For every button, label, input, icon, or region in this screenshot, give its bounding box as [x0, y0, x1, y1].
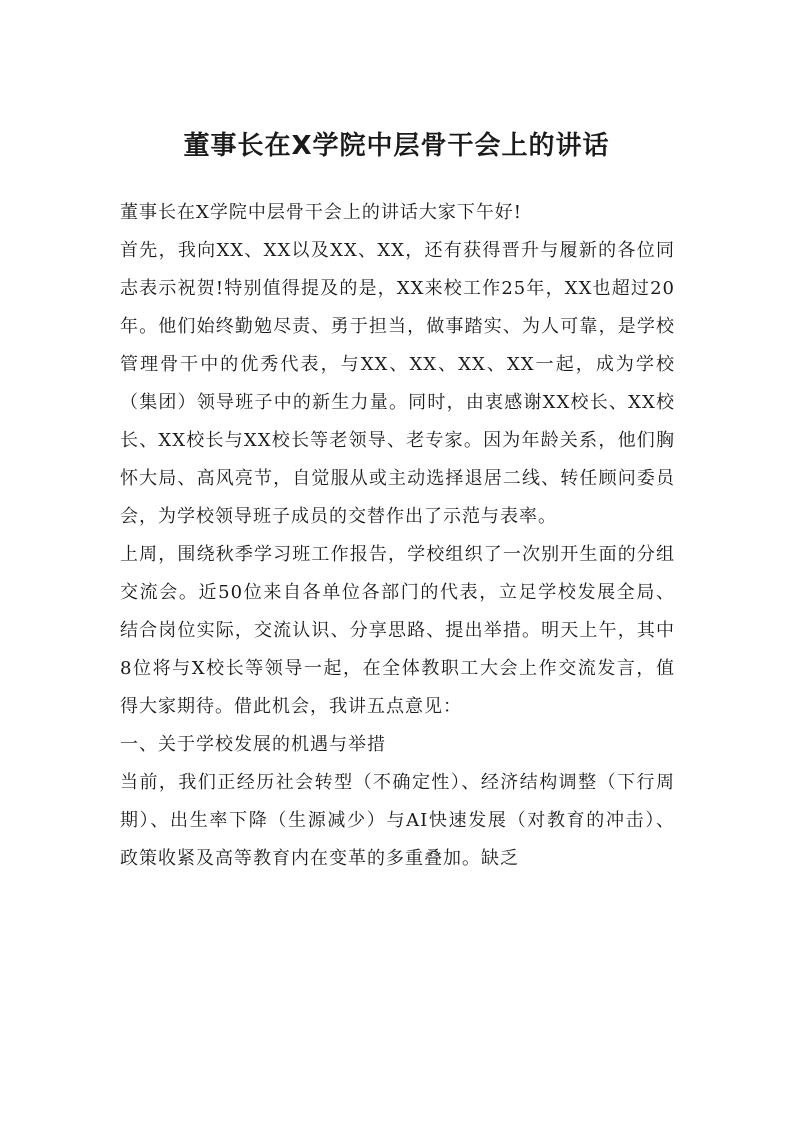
paragraph-greeting: 董事长在X学院中层骨干会上的讲话大家下午好! — [120, 202, 523, 223]
paragraph-exchange-meeting: 上周，围绕秋季学习班工作报告，学校组织了一次别开生面的分组交流会。近50位来自各单位各部门的代表，立足学校发展全局、结合岗位实际，交流认识、分享思路、提出举措。明天上午，其中8位将与X校长等领导一起，在全体教职工大会上作交流发言，值得大家期待。借此机会，我讲五点意见： — [120, 544, 675, 717]
document-title: 董事长在X学院中层骨干会上的讲话 — [183, 131, 610, 161]
paragraph-current-situation: 当前，我们正经历社会转型（不确定性）、经济结构调整（下行周期）、出生率下降（生源减少）与AI快速发展（对教育的冲击）、政策收紧及高等教育内在变革的多重叠加。缺乏 — [120, 772, 675, 869]
section-heading-1: 一、关于学校发展的机遇与举措 — [120, 734, 386, 755]
paragraph-congratulations: 首先，我向XX、XX以及XX、XX，还有获得晋升与履新的各位同志表示祝贺!特别值得提及的是，XX来校工作25年，XX也超过20年。他们始终勤勉尽责、勇于担当，做事踏实、为人可靠，是学校管理骨干中的优秀代表，与XX、XX、XX、XX一起，成为学校（集团）领导班子中的新生力量。同时，由衷感谢XX校长、XX校长、XX校长与XX校长等老领导、老专家。因为年龄关系，他们胸怀大局、高风亮节，自觉服从或主动选择退居二线、转任顾问委员会，为学校领导班子成员的交替作出了示范与表率。 — [120, 240, 675, 527]
document-body — [120, 194, 675, 878]
